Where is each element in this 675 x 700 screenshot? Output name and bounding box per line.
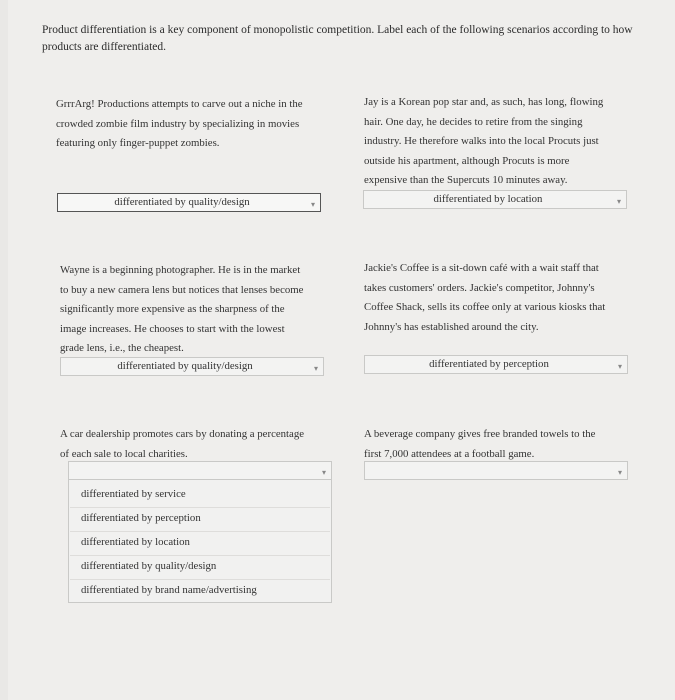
chevron-down-icon: ▾ [616, 197, 621, 206]
scenario-1-text [56, 95, 336, 154]
scenario-line: hair. One day, he decides to retire from the singing [364, 115, 583, 128]
scenario-line: Jay is a Korean pop star and, as such, has long, flowing [364, 96, 604, 108]
scenario-line: expensive than the Supercuts 10 minutes away. [364, 174, 568, 186]
option-perception[interactable]: differentiated by perception [81, 512, 201, 524]
scenario-line: first 7,000 attendees at a football game. [364, 447, 535, 460]
scenario-line: Coffee Shack, sells its coffee only at various kiosks that [364, 301, 606, 313]
scenario-line: of each sale to local charities. [60, 447, 188, 460]
scenario-line: to buy a new camera lens but notices that lenses become [60, 283, 304, 296]
chevron-down-icon: ▾ [310, 200, 315, 209]
scenario-line: outside his apartment, although Procuts is more [364, 154, 570, 167]
scenario-4-text [364, 259, 634, 337]
question-panel [8, 0, 675, 700]
option-quality-design[interactable]: differentiated by quality/design [81, 560, 217, 572]
scenario-line: Jackie's Coffee is a sit-down café with a wait staff that [364, 262, 599, 274]
scenario-line: A car dealership promotes cars by donating a percentage [60, 428, 305, 440]
scenario-line: industry. He therefore walks into the local Procuts just [364, 135, 599, 147]
scenario-1-dropdown[interactable] [57, 193, 321, 212]
scenario-line: takes customers' orders. Jackie's competitor, Johnny's [364, 281, 595, 294]
chevron-down-icon: ▾ [617, 362, 622, 371]
scenario-line: image increases. He chooses to start with the lowest [60, 322, 285, 335]
question-intro: Product differentiation is a key component of monopolistic competition. Label each of the following scenarios according to how products are differentiated. [42, 24, 633, 53]
chevron-down-icon: ▾ [321, 468, 326, 477]
scenario-line: A beverage company gives free branded towels to the [364, 428, 596, 440]
dropdown-selected-value: differentiated by perception [429, 358, 549, 370]
dropdown-selected-value: differentiated by quality/design [117, 360, 253, 372]
dropdown-selected-value: differentiated by quality/design [114, 196, 250, 208]
scenario-line: featuring only finger-puppet zombies. [56, 137, 220, 149]
option-service[interactable]: differentiated by service [81, 488, 186, 500]
scenario-2-text [364, 93, 634, 191]
scenario-5-text [60, 425, 340, 464]
scenario-line: grade lens, i.e., the cheapest. [60, 342, 184, 354]
scenario-3-text [60, 261, 340, 359]
dropdown-options-menu [68, 479, 332, 603]
scenario-6-dropdown[interactable] [364, 461, 628, 480]
scenario-line: Wayne is a beginning photographer. He is in the market [60, 264, 301, 276]
scenario-3-dropdown[interactable] [60, 357, 324, 376]
scenario-4-dropdown[interactable] [364, 355, 628, 374]
chevron-down-icon: ▾ [313, 364, 318, 373]
scenario-5-dropdown[interactable] [68, 461, 332, 480]
scenario-2-dropdown[interactable] [363, 190, 627, 209]
scenario-line: GrrrArg! Productions attempts to carve out a niche in the [56, 98, 303, 110]
scenario-line: crowded zombie film industry by specializing in movies [56, 117, 300, 130]
option-location[interactable]: differentiated by location [81, 536, 190, 548]
scenario-6-text [364, 425, 634, 464]
chevron-down-icon: ▾ [617, 468, 622, 477]
option-brand-name-advertising[interactable]: differentiated by brand name/advertising [81, 584, 257, 596]
scenario-line: significantly more expensive as the sharpness of the [60, 303, 285, 315]
scenario-line: Johnny's has established around the city. [364, 320, 539, 333]
dropdown-selected-value: differentiated by location [433, 193, 543, 205]
